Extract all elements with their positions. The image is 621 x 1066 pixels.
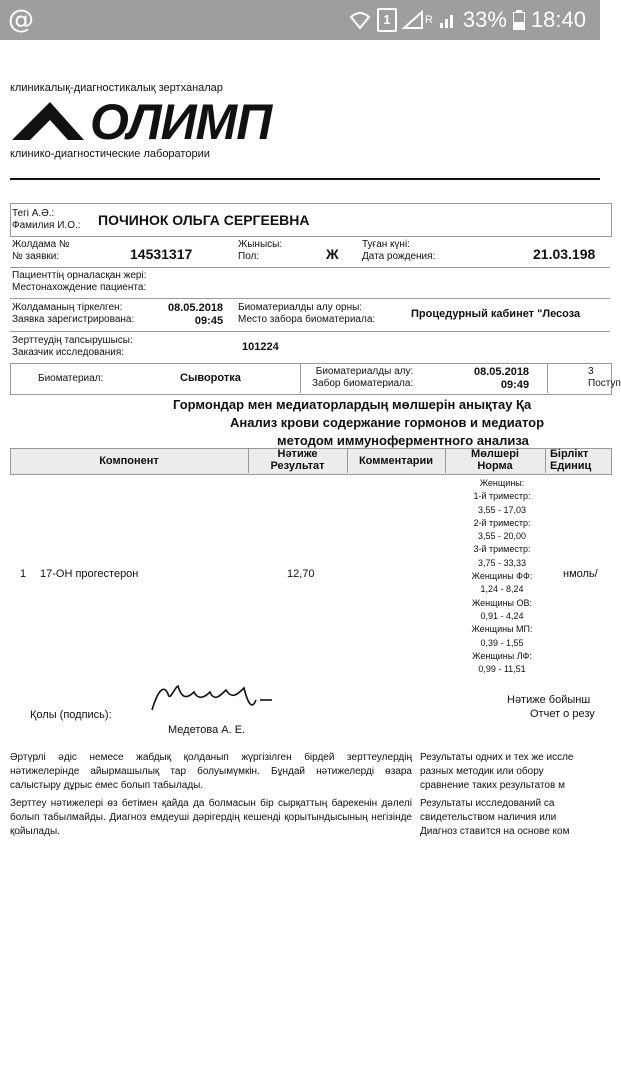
signature-icon bbox=[148, 680, 278, 718]
at-sign-icon: @ bbox=[8, 5, 34, 35]
footer-note-kz-2: Зерттеу нәтижелері өз бетімен қайда да болмасын бір сырқаттың барекенін дәлелі болып табылмайды. Диагноз емдеушi дәрiгердiң кешендi қорытындысының негiзiнде қойылады. bbox=[10, 798, 412, 837]
mountain-logo-icon bbox=[12, 100, 87, 142]
name-label: Тегі А.Ә.: Фамилия И.О.: bbox=[12, 208, 81, 231]
received-label: 3 Поступ bbox=[588, 366, 621, 389]
location-label: Пациенттің орналасқан жері: Местонахождение пациента: bbox=[12, 270, 147, 293]
norm-line: 0,39 - 1,55 bbox=[480, 637, 524, 648]
header-component: Компонент bbox=[99, 455, 159, 467]
norm-line: 1,24 - 8,24 bbox=[480, 584, 524, 595]
biomaterial-label: Биоматериал: bbox=[38, 373, 104, 384]
norm-line: Женщины ФФ: bbox=[471, 571, 533, 582]
order-number: 14531317 bbox=[130, 246, 193, 262]
biomaterial-value: Сыворотка bbox=[180, 372, 241, 384]
cell-divider bbox=[300, 363, 301, 393]
battery-percent: 33% bbox=[462, 7, 507, 32]
status-icons bbox=[349, 7, 586, 33]
norm-line: 1-й триместр: bbox=[473, 491, 531, 502]
footer-note-ru-1: Результаты одних и тех же иссле разных методик или обору сравнение таких результатов м bbox=[420, 752, 574, 791]
header-unit: Бірлікт Единиц bbox=[550, 448, 592, 472]
col-divider bbox=[545, 448, 546, 473]
result-label-kz: Нәтиже бойынш bbox=[507, 694, 591, 706]
clock: 18:40 bbox=[530, 7, 586, 32]
battery-icon bbox=[513, 10, 525, 30]
roaming-indicator: R bbox=[424, 14, 433, 26]
dob-label: Туған күні: Дата рождения: bbox=[362, 239, 436, 262]
row-index: 1 bbox=[20, 568, 27, 580]
footer-note-ru-2: Результаты исследований са свидетельством наличия или Диагноз ставится на основе ком bbox=[420, 798, 570, 837]
registered-label: Жолдаманың тіркелген: Заявка зарегистрирована: bbox=[12, 302, 135, 325]
norm-line: 3,55 - 17,03 bbox=[477, 504, 527, 515]
cell-divider bbox=[547, 363, 548, 393]
row-result: 12,70 bbox=[287, 568, 315, 580]
patient-name: ПОЧИНОК ОЛЬГА СЕРГЕЕВНА bbox=[98, 212, 310, 228]
dob-value: 21.03.198 bbox=[533, 246, 596, 262]
logo-top-text: клиникалық-диагностикалық зертханалар bbox=[10, 82, 223, 94]
row-divider bbox=[10, 331, 610, 332]
analysis-method: методом иммуноферментного анализа bbox=[277, 433, 529, 448]
customer-label: Зерттеудің тапсырушысы: Заказчик исследования: bbox=[12, 335, 133, 358]
signal-icon bbox=[403, 11, 423, 29]
header-norm: Мөлшері Норма bbox=[471, 448, 519, 472]
sim-icon: 1 bbox=[377, 8, 397, 32]
place-label: Биоматериалды алу орны: Место забора биоматериала: bbox=[238, 302, 376, 325]
wifi-icon bbox=[349, 11, 371, 29]
norm-line: 0,91 - 4,24 bbox=[480, 610, 524, 621]
logo-name: ОЛИМП bbox=[90, 94, 272, 150]
result-label-ru: Отчет о резу bbox=[530, 708, 595, 720]
row-divider bbox=[10, 298, 610, 299]
analysis-title-ru: Анализ крови содержание гормонов и медиатор bbox=[230, 415, 545, 430]
header-result: Нәтиже Результат bbox=[270, 448, 325, 472]
logo-bottom-text: клинико-диагностические лаборатории bbox=[10, 148, 210, 160]
norm-line: 3,75 - 33,33 bbox=[477, 557, 527, 568]
row-divider bbox=[10, 236, 610, 237]
place-value: Процедурный кабинет "Лесоза bbox=[411, 308, 581, 320]
signature-label: Қолы (подпись): bbox=[30, 709, 112, 721]
order-label: Жолдама № № заявки: bbox=[12, 239, 70, 262]
registered-datetime: 08.05.2018 09:45 bbox=[168, 302, 224, 327]
row-norm bbox=[452, 477, 552, 676]
sex-value: Ж bbox=[326, 246, 339, 262]
norm-line: 3,55 - 20,00 bbox=[477, 531, 527, 542]
signer-name: Медетова А. Е. bbox=[168, 724, 246, 736]
norm-line: 0,99 - 11,51 bbox=[478, 664, 526, 675]
row-unit: нмоль/ bbox=[563, 568, 598, 580]
norm-line: 2-й триместр: bbox=[473, 517, 531, 528]
signal-strength-icon bbox=[439, 11, 457, 29]
customer-value: 101224 bbox=[242, 341, 279, 353]
collection-label: Биоматериалды алу: Забор биоматериала: bbox=[312, 366, 414, 389]
row-divider bbox=[10, 267, 610, 268]
sex-label: Жынысы: Пол: bbox=[238, 239, 283, 262]
header-divider bbox=[10, 178, 600, 180]
header-comments: Комментарии bbox=[358, 455, 434, 467]
norm-line: Женщины МП: bbox=[471, 624, 533, 635]
norm-line: Женщины ЛФ: bbox=[472, 650, 532, 661]
footer-note-kz-1: Әртүрлі әдіс немесе жабдық қолданып жүргізілген бірдей зерттеулердің нәтижелерінде айырмашылық тар болуымүмкін. Бұндай нәтижелерді өзара салыстыру дұрыс емес болып табылады. bbox=[10, 752, 412, 791]
norm-line: Женщины ОВ: bbox=[471, 597, 533, 608]
analysis-title-kz: Гормондар мен медиаторлардың мөлшерін анықтау Қа bbox=[173, 397, 532, 412]
collection-datetime: 08.05.2018 09:49 bbox=[474, 366, 530, 391]
norm-line: Женщины: bbox=[479, 478, 525, 488]
norm-line: 3-й триместр: bbox=[473, 544, 531, 555]
document-page[interactable] bbox=[0, 40, 621, 1066]
status-bar bbox=[0, 0, 600, 40]
row-component: 17-ОН прогестерон bbox=[40, 568, 139, 580]
